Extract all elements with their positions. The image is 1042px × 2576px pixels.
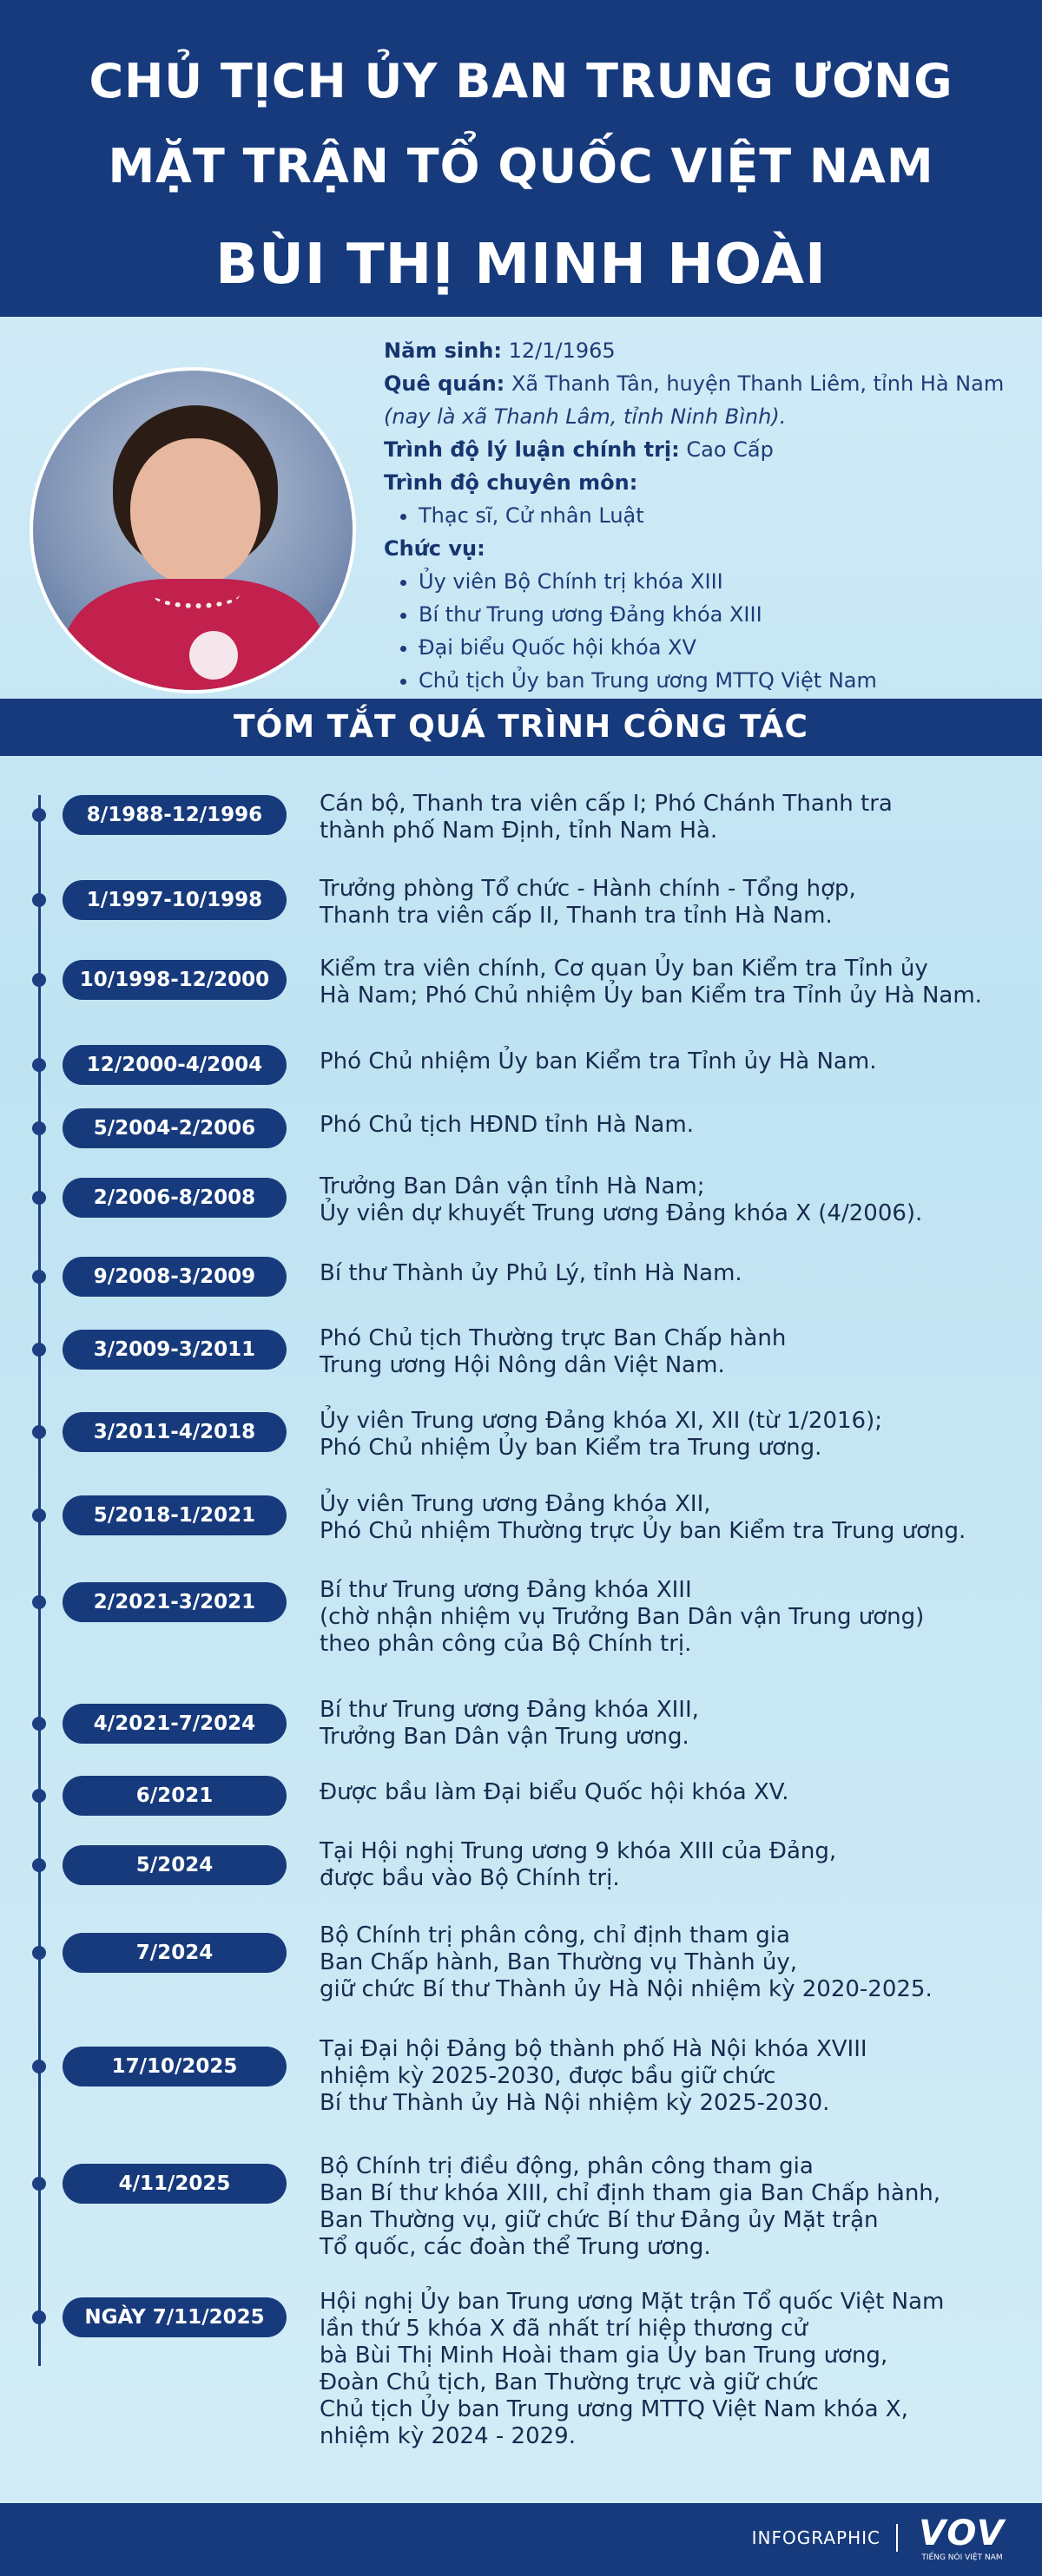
expertise-list — [384, 499, 1026, 532]
timeline-dot — [32, 1121, 46, 1135]
timeline-text: Phó Chủ tịch Thường trực Ban Chấp hành Trung ương Hội Nông dân Việt Nam. — [320, 1325, 787, 1378]
timeline-date: 17/10/2025 — [63, 2047, 287, 2086]
birth-value: 12/1/1965 — [508, 338, 616, 363]
positions-row — [384, 532, 1026, 565]
timeline-date: 7/2024 — [63, 1933, 287, 1973]
timeline-dot — [32, 1058, 46, 1072]
timeline-text: Phó Chủ nhiệm Ủy ban Kiểm tra Tỉnh ủy Hà Nam. — [320, 1048, 877, 1074]
position-item: • Chủ tịch Ủy ban Trung ương MTTQ Việt Nam — [419, 664, 1026, 697]
timeline-text: Bí thư Trung ương Đảng khóa XIII (chờ nhận nhiệm vụ Trưởng Ban Dân vận Trung ương) theo phân công của Bộ Chính trị. — [320, 1577, 925, 1657]
timeline-dot — [32, 1858, 46, 1872]
timeline-dot — [32, 1425, 46, 1439]
timeline-date: 4/11/2025 — [63, 2164, 287, 2204]
timeline-dot — [32, 2310, 46, 2324]
timeline-date: 5/2004-2/2006 — [63, 1108, 287, 1148]
expertise-item: • Thạc sĩ, Cử nhân Luật — [419, 499, 1026, 532]
infographic-label: INFOGRAPHIC — [751, 2527, 880, 2548]
position-item: • Bí thư Trung ương Đảng khóa XIII — [419, 598, 1026, 631]
timeline-date: 8/1988-12/1996 — [63, 795, 287, 835]
timeline-text: Bộ Chính trị phân công, chỉ định tham gia Ban Chấp hành, Ban Thường vụ Thành ủy, giữ chức Bí thư Thành ủy Hà Nội nhiệm kỳ 2020-2025. — [320, 1922, 933, 2002]
timeline-text: Tại Hội nghị Trung ương 9 khóa XIII của Đảng, được bầu vào Bộ Chính trị. — [320, 1838, 837, 1891]
timeline-date: 4/2021-7/2024 — [63, 1704, 287, 1744]
profile-section — [0, 317, 1042, 699]
timeline-date: NGÀY 7/11/2025 — [63, 2297, 287, 2337]
birth-label: Năm sinh: — [384, 338, 502, 363]
timeline-dot — [32, 1717, 46, 1731]
timeline-dot — [32, 1946, 46, 1960]
positions-list — [384, 565, 1026, 697]
timeline-text: Tại Đại hội Đảng bộ thành phố Hà Nội khóa XVIII nhiệm kỳ 2025-2030, được bầu giữ chức Bí thư Thành ủy Hà Nội nhiệm kỳ 2025-2030. — [320, 2036, 867, 2116]
timeline-date: 3/2009-3/2011 — [63, 1330, 287, 1370]
timeline-dot — [32, 1789, 46, 1803]
timeline-dot — [32, 2177, 46, 2191]
positions-label: Chức vụ: — [384, 536, 485, 561]
timeline-text: Bí thư Thành ủy Phủ Lý, tỉnh Hà Nam. — [320, 1260, 742, 1286]
timeline-text: Trưởng Ban Dân vận tỉnh Hà Nam; Ủy viên dự khuyết Trung ương Đảng khóa X (4/2006). — [320, 1173, 923, 1226]
hometown-label: Quê quán: — [384, 371, 505, 396]
timeline-text: Ủy viên Trung ương Đảng khóa XII, Phó Chủ nhiệm Thường trực Ủy ban Kiểm tra Trung ương. — [320, 1491, 966, 1544]
timeline-dot — [32, 893, 46, 907]
timeline-dot — [32, 1343, 46, 1357]
hometown-row — [384, 367, 1026, 400]
person-name: BÙI THỊ MINH HOÀI — [215, 233, 827, 297]
timeline-dot — [32, 973, 46, 987]
birth-row — [384, 334, 1026, 367]
timeline-date: 10/1998-12/2000 — [63, 960, 287, 1000]
timeline-dot — [32, 1191, 46, 1205]
timeline-text: Ủy viên Trung ương Đảng khóa XI, XII (từ 1/2016); Phó Chủ nhiệm Ủy ban Kiểm tra Trung ương. — [320, 1408, 882, 1461]
timeline-date: 12/2000-4/2004 — [63, 1045, 287, 1085]
title-line-1: CHỦ TỊCH ỦY BAN TRUNG ƯƠNG — [89, 54, 953, 108]
timeline-date: 2/2021-3/2021 — [63, 1582, 287, 1622]
timeline-date: 6/2021 — [63, 1776, 287, 1816]
timeline-date: 1/1997-10/1998 — [63, 880, 287, 920]
position-item: • Đại biểu Quốc hội khóa XV — [419, 631, 1026, 664]
expertise-row — [384, 466, 1026, 499]
timeline-text: Kiểm tra viên chính, Cơ quan Ủy ban Kiểm tra Tỉnh ủy Hà Nam; Phó Chủ nhiệm Ủy ban Kiểm tra Tỉnh ủy Hà Nam. — [320, 956, 982, 1009]
title-line-2: MẶT TRẬN TỔ QUỐC VIỆT NAM — [108, 139, 934, 194]
timeline-text: Phó Chủ tịch HĐND tỉnh Hà Nam. — [320, 1112, 694, 1138]
vov-logo: VOV — [919, 2514, 1006, 2553]
hometown-value: Xã Thanh Tân, huyện Thanh Liêm, tỉnh Hà Nam — [511, 371, 1005, 396]
profile-info — [384, 334, 1026, 697]
timeline-text: Hội nghị Ủy ban Trung ương Mặt trận Tổ quốc Việt Nam lần thứ 5 khóa X đã nhất trí hiệp thương cử bà Bùi Thị Minh Hoài tham gia Ủy ban Trung ương, Đoàn Chủ tịch, Ban Thường trực và giữ chức Chủ tịch Ủy ban Trung ương MTTQ Việt Nam khóa X, nhiệm kỳ 2024 - 2029. — [320, 2289, 945, 2449]
timeline-dot — [32, 1508, 46, 1522]
timeline-date: 5/2018-1/2021 — [63, 1495, 287, 1535]
position-item: • Ủy viên Bộ Chính trị khóa XIII — [419, 565, 1026, 598]
timeline-date: 9/2008-3/2009 — [63, 1257, 287, 1297]
section-title: TÓM TẮT QUÁ TRÌNH CÔNG TÁC — [0, 699, 1042, 756]
timeline-date: 3/2011-4/2018 — [63, 1412, 287, 1452]
timeline-dot — [32, 2060, 46, 2073]
timeline-dot — [32, 1595, 46, 1609]
politics-row — [384, 433, 1026, 466]
footer-divider — [896, 2524, 898, 2552]
vov-logo-subtitle: TIẾNG NÓI VIỆT NAM — [921, 2553, 1003, 2562]
header-banner — [0, 0, 1042, 317]
timeline-text: Bộ Chính trị điều động, phân công tham gia Ban Bí thư khóa XIII, chỉ định tham gia Ban Chấp hành, Ban Thường vụ, giữ chức Bí thư Đảng ủy Mặt trận Tổ quốc, các đoàn thể Trung ương. — [320, 2153, 941, 2260]
timeline-dot — [32, 808, 46, 822]
timeline-text: Được bầu làm Đại biểu Quốc hội khóa XV. — [320, 1779, 789, 1805]
timeline-text: Trưởng phòng Tổ chức - Hành chính - Tổng hợp, Thanh tra viên cấp II, Thanh tra tỉnh Hà Nam. — [320, 876, 856, 929]
expertise-label: Trình độ chuyên môn: — [384, 470, 638, 495]
timeline-date: 5/2024 — [63, 1845, 287, 1885]
portrait-photo — [30, 367, 356, 693]
timeline — [0, 756, 1042, 2503]
politics-value: Cao Cấp — [686, 437, 774, 462]
timeline-text: Cán bộ, Thanh tra viên cấp I; Phó Chánh Thanh tra thành phố Nam Định, tỉnh Nam Hà. — [320, 791, 893, 844]
timeline-line — [38, 795, 41, 2366]
footer-bar — [0, 2503, 1042, 2576]
politics-label: Trình độ lý luận chính trị: — [384, 437, 680, 462]
timeline-text: Bí thư Trung ương Đảng khóa XIII, Trưởng Ban Dân vận Trung ương. — [320, 1697, 699, 1750]
hometown-note: (nay là xã Thanh Lâm, tỉnh Ninh Bình). — [384, 404, 787, 429]
timeline-date: 2/2006-8/2008 — [63, 1178, 287, 1218]
timeline-dot — [32, 1270, 46, 1284]
